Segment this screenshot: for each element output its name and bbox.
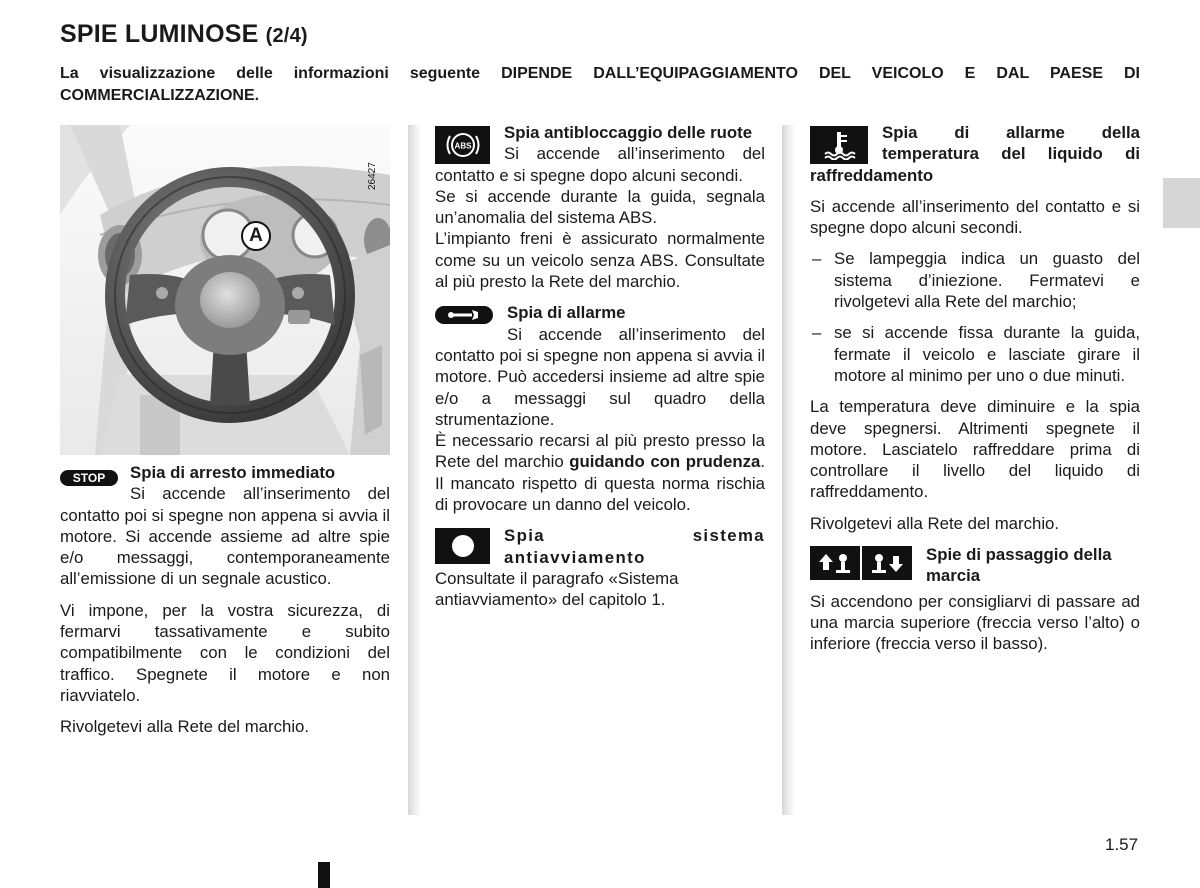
stop-paragraph-2: Vi impone, per la vostra sicurezza, di fermarvi tassativamente e subito compatibilmente con le condizioni del traffico. Spegnete il motore e non riavviatelo. [60,600,390,705]
gear-shift-block [810,544,1140,587]
abs-text: Si accende all’inserimento del contatto e si spegne dopo alcuni secondi. [435,144,765,185]
stop-text: Si accende all’inserimento del contatto poi si spegne non appena si avvia il motore. Si accende assieme ad altre spie e/o messaggi, contemporaneamente all’emissione di un segnale acustico. [60,484,390,589]
column-2 [435,122,765,611]
immobilizer-block [435,525,765,568]
figure-ref: 26427 [367,162,378,190]
abs-paragraph-3: L’impianto freni è assicurato normalmente come su un veicolo senza ABS. Consultate al più presto la Rete del marchio. [435,229,765,292]
gear-shift-icons [810,546,912,580]
abs-warning-icon [435,126,490,164]
print-mark [318,862,330,888]
alarm-heading: Spia di allarme [507,303,626,323]
alarm-warning-block [435,302,765,430]
coolant-list [810,248,1140,386]
list-item: – se si accende fissa durante la guida, fermate il veicolo e lasciate girare il motore al minimo per uno o due minuti. [810,322,1140,386]
immobilizer-heading: Spia sistema antiavviamento [504,526,765,567]
section-tab [1163,178,1200,228]
coolant-text: Si accende all’inserimento del contatto e si spegne dopo alcuni secondi. [810,196,1140,238]
coolant-paragraph-2: La temperatura deve diminuire e la spia deve spegnersi. Altrimenti spegnete il motore. Lasciatelo raffreddare prima di controllare il livello del liquido di raffreddamento. [810,397,1140,502]
gear-shift-text: Si accendono per consigliarvi di passare ad una marcia superiore (freccia verso l’alto) o inferiore (freccia verso il basso). [810,591,1140,654]
intro-text: La visualizzazione delle informazioni seguente DIPENDE DALL’EQUIPAGGIAMENTO DEL VEICOLO E DAL PAESE DI COMMERCIALIZZAZIONE. [60,65,1140,104]
list-item: – Se lampeggia indica un guasto del sistema d’iniezione. Fermatevi e rivolgetevi alla Rete del marchio; [810,248,1140,312]
title-part: (2/4) [265,25,308,47]
gear-up-icon [810,546,860,580]
coolant-heading: Spia di allarme della temperatura del liquido di raffreddamento [810,123,1140,185]
abs-heading: Spia antibloccaggio delle ruote [504,123,753,142]
wrench-icon [435,306,493,324]
stop-heading: Spia di arresto immediato [130,463,336,482]
abs-warning-block [435,122,765,186]
column-3 [810,122,1140,655]
stop-warning-block [60,462,390,590]
svg-text:ABS: ABS [454,141,471,151]
steering-wheel-drawing [60,125,390,455]
abs-paragraph-2: Se si accende durante la guida, segnala un’anomalia del sistema ABS. [435,186,765,228]
coolant-temperature-icon [810,126,868,164]
column-divider-1 [408,125,420,815]
coolant-warning-block [810,122,1140,186]
page-number: 1.57 [1105,835,1139,854]
immobilizer-icon [435,528,490,564]
alarm-paragraph-2: È necessario recarsi al più presto presso la Rete del marchio guidando con prudenza. Il mancato rispetto di questa norma rischia di provocare un danno del veicolo. [435,431,766,515]
coolant-paragraph-3: Rivolgetevi alla Rete del marchio. [810,513,1060,533]
column-divider-2 [782,125,794,815]
stop-icon: STOP [60,470,118,486]
column-1 [60,462,390,738]
gear-down-icon [862,546,912,580]
alarm-text: Si accende all’inserimento del contatto poi si spegne non appena si avvia il motore. Può accedersi insieme ad altre spie e/o a messaggi sul quadro della strumentazione. [435,324,765,429]
dashboard-illustration [60,125,390,455]
stop-paragraph-3: Rivolgetevi alla Rete del marchio. [60,717,310,737]
immobilizer-text: Consultate il paragrafo «Sistema antiavviamento» del capitolo 1. [435,568,679,610]
gear-shift-heading: Spie di passaggio della marcia [926,545,1112,586]
page-title: SPIE LUMINOSE (2/4) [60,20,308,48]
callout-a: A [241,221,271,251]
